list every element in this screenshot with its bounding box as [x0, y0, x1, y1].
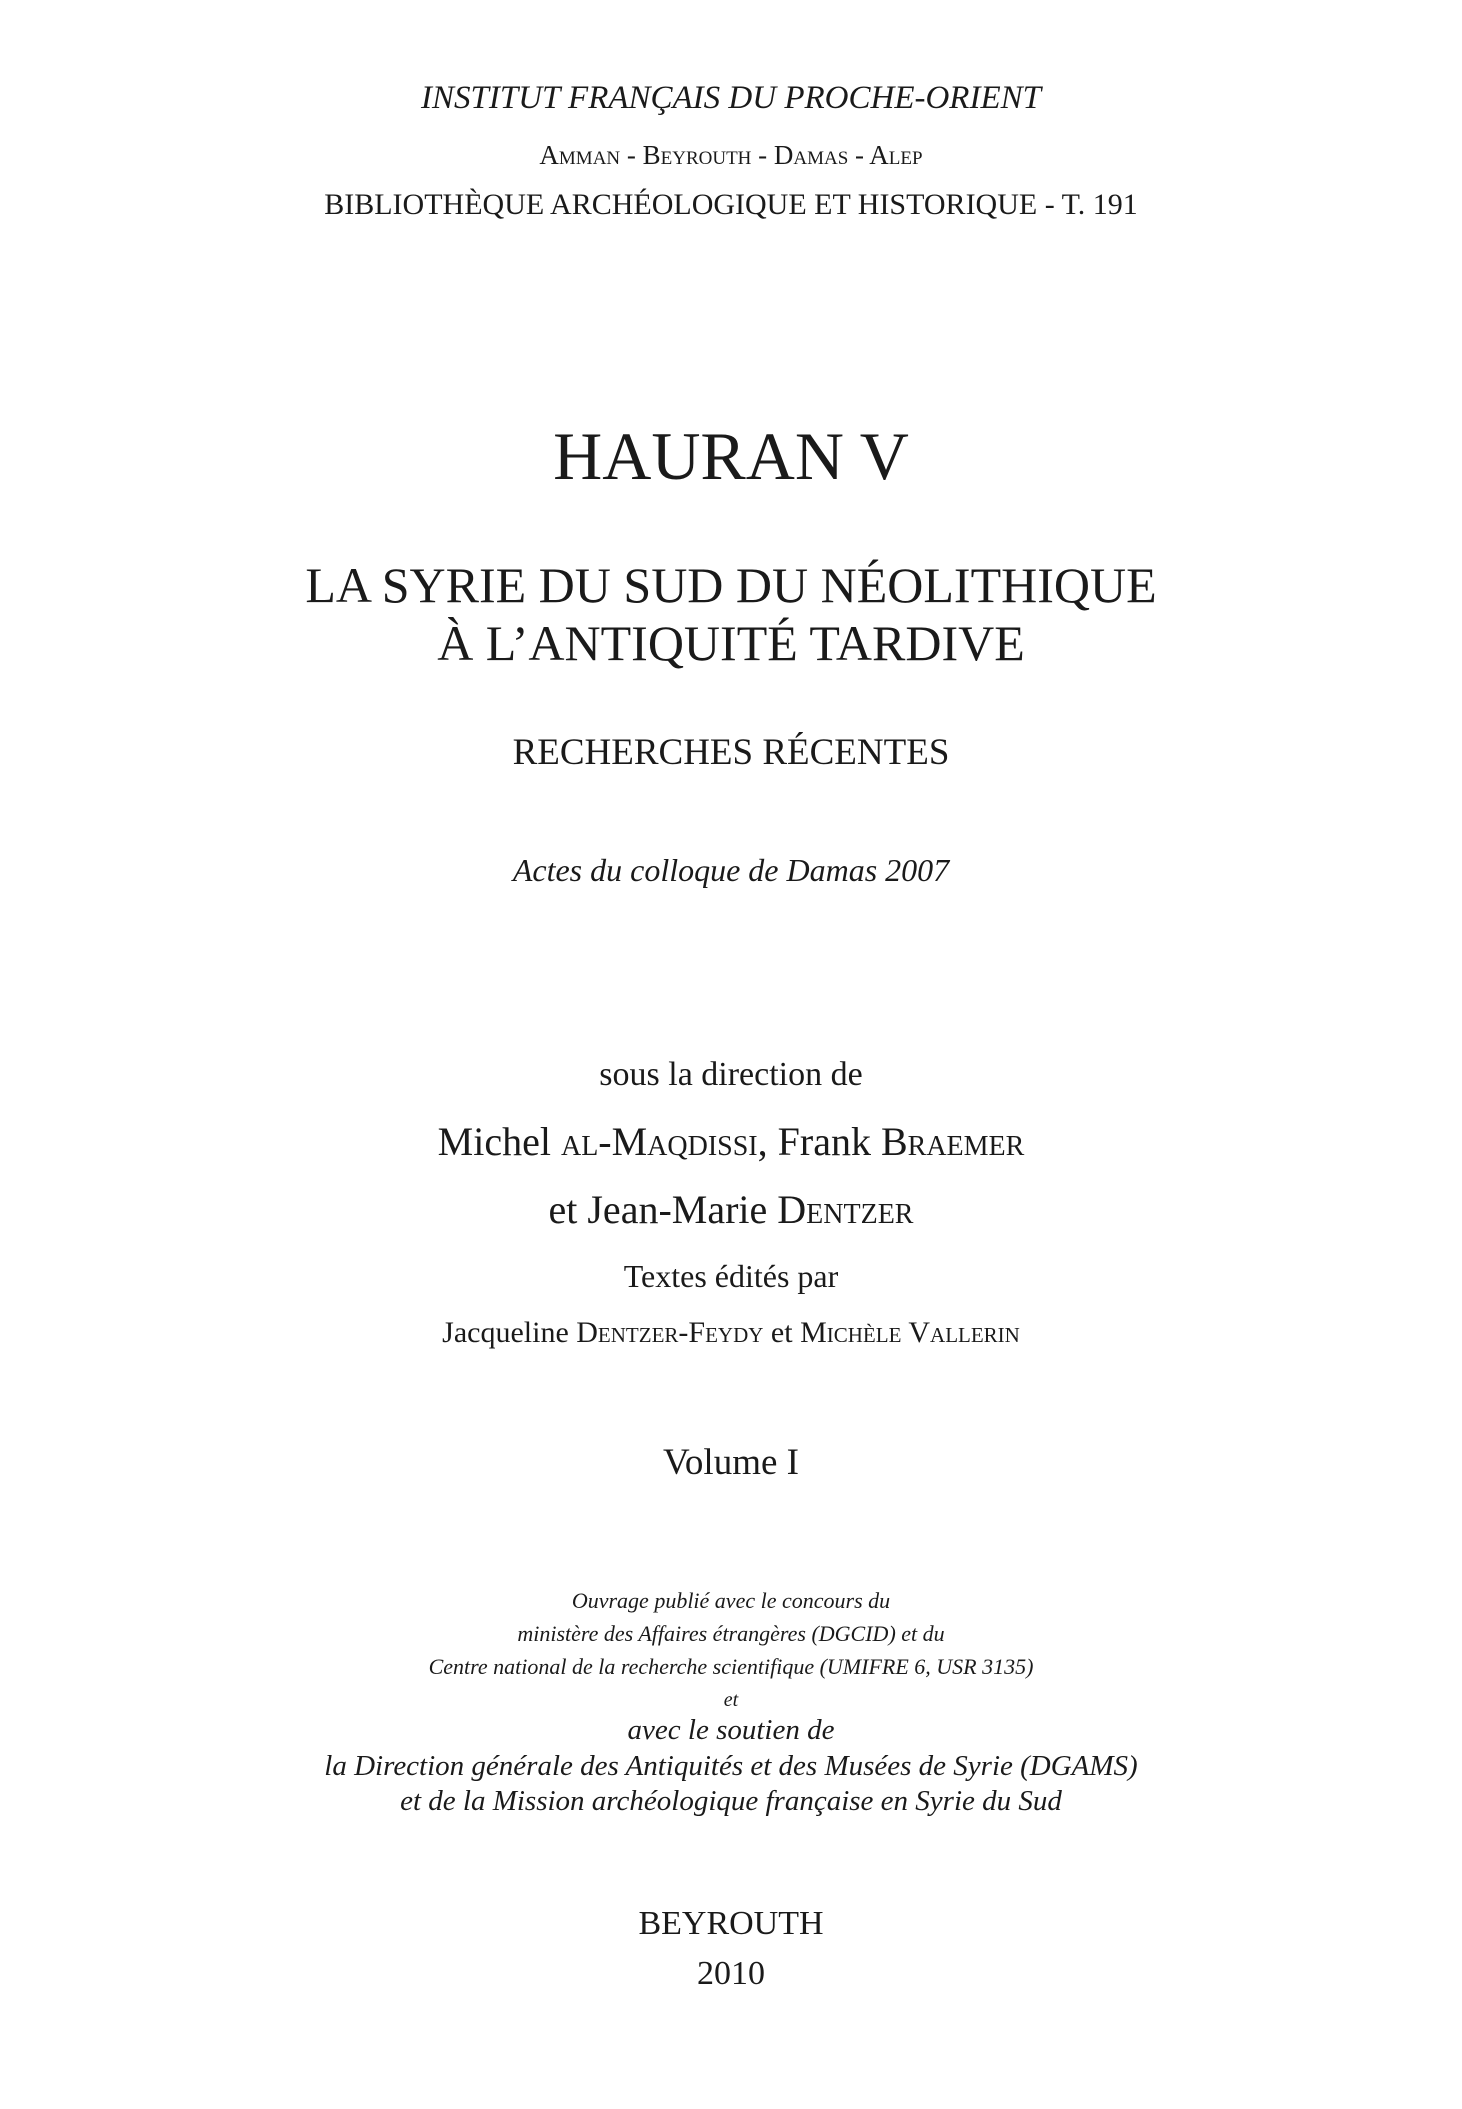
- text-editor1-first: Jacqueline: [442, 1316, 577, 1349]
- text-editor-and: et: [763, 1316, 801, 1349]
- editors-line-2: [0, 1187, 1462, 1232]
- book-title: HAURAN V: [553, 418, 909, 494]
- editor1-last: al-Maqdissi: [560, 1119, 758, 1164]
- support-line-5: avec le soutien de: [627, 1714, 835, 1746]
- book-subtitle-line-2: À L’ANTIQUITÉ TARDIVE: [437, 615, 1025, 671]
- imprint-year: 2010: [697, 1955, 765, 1992]
- support-line-3: Centre national de la recherche scientifique (UMIFRE 6, USR 3135): [428, 1654, 1034, 1679]
- direction-intro: sous la direction de: [599, 1056, 863, 1093]
- book-subheading: RECHERCHES RÉCENTES: [512, 732, 950, 773]
- textes-intro: Textes édités par: [623, 1258, 839, 1294]
- support-line-6: la Direction générale des Antiquités et des Musées de Syrie (DGAMS): [324, 1750, 1138, 1782]
- editor2-last: Braemer: [880, 1119, 1025, 1164]
- proceedings-note: Actes du colloque de Damas 2007: [512, 852, 950, 888]
- editor3-last: Dentzer: [777, 1187, 914, 1232]
- support-line-1: Ouvrage publié avec le concours du: [571, 1588, 891, 1613]
- editor2-first: Frank: [777, 1119, 881, 1164]
- support-line-2: ministère des Affaires étrangères (DGCID) et du: [517, 1621, 945, 1646]
- series-title: BIBLIOTHÈQUE ARCHÉOLOGIQUE ET HISTORIQUE - T. 191: [324, 188, 1138, 221]
- publisher-name: INSTITUT FRANÇAIS DU PROCHE-ORIENT: [421, 80, 1041, 116]
- support-line-4: et: [723, 1689, 739, 1711]
- book-subtitle-line-1: LA SYRIE DU SUD DU NÉOLITHIQUE: [305, 557, 1157, 613]
- editors-line-1: [0, 1119, 1462, 1164]
- publisher-cities: Amman - Beyrouth - Damas - Alep: [539, 140, 923, 170]
- text-editor2-first: Michèle: [800, 1316, 902, 1349]
- text-editors: [0, 1318, 1462, 1348]
- support-line-7: et de la Mission archéologique française en Syrie du Sud: [400, 1785, 1062, 1817]
- volume-number: Volume I: [662, 1442, 799, 1483]
- editor3-first: et Jean-Marie: [548, 1187, 778, 1232]
- text-editor2-last: Vallerin: [901, 1316, 1020, 1349]
- editor-separator: ,: [757, 1119, 778, 1164]
- editor1-first: Michel: [437, 1119, 561, 1164]
- text-editor1-last: Dentzer-Feydy: [576, 1316, 764, 1349]
- imprint-city: BEYROUTH: [638, 1905, 824, 1942]
